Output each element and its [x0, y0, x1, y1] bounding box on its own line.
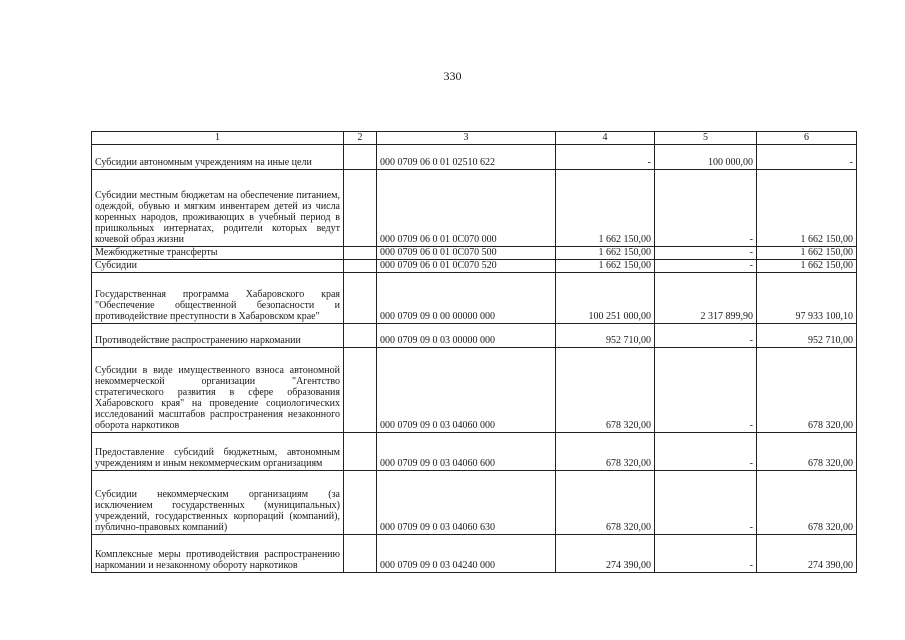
- table-row: [92, 170, 857, 247]
- table-row: [92, 433, 857, 471]
- row-value-col6-cell: 678 320,00: [757, 471, 857, 535]
- row-code-cell: 000 0709 06 0 01 0С070 500: [377, 247, 556, 260]
- row-name-cell: Субсидии некоммерческим организациям (за исключением государственных (муниципальных) учреждений, государственных корпораций (компаний), публично-правовых компаний): [92, 471, 344, 535]
- row-value-col6-cell: 952 710,00: [757, 324, 857, 348]
- row-value-col6-cell: 678 320,00: [757, 348, 857, 433]
- column-header-1: 1: [92, 132, 344, 145]
- row-col2-cell: [344, 535, 377, 573]
- row-col2-cell: [344, 433, 377, 471]
- row-name-cell: Комплексные меры противодействия распространению наркомании и незаконному обороту наркотиков: [92, 535, 344, 573]
- row-name-cell: Субсидии местным бюджетам на обеспечение питанием, одеждой, обувью и мягким инвентарем детей из числа коренных народов, проживающих в учебный период в пришкольных интернатах, родители которых ведут кочевой образ жизни: [92, 170, 344, 247]
- row-col2-cell: [344, 273, 377, 324]
- row-value-col6-cell: 678 320,00: [757, 433, 857, 471]
- row-name-cell: Предоставление субсидий бюджетным, автономным учреждениям и иным некоммерческим организациям: [92, 433, 344, 471]
- row-value-col4-cell: 678 320,00: [556, 348, 655, 433]
- table-row: [92, 247, 857, 260]
- table-row: [92, 273, 857, 324]
- row-value-col5-cell: -: [655, 471, 757, 535]
- row-value-col5-cell: 2 317 899,90: [655, 273, 757, 324]
- row-name-cell: Субсидии: [92, 260, 344, 273]
- header-row: [92, 132, 857, 145]
- row-name-cell: Субсидии в виде имущественного взноса автономной некоммерческой организации "Агентство стратегического развития в сфере образования Хабаровского края" на проведение социологических исследований масштабов распространения незаконного оборота наркотиков: [92, 348, 344, 433]
- row-value-col6-cell: 1 662 150,00: [757, 247, 857, 260]
- row-col2-cell: [344, 145, 377, 170]
- row-code-cell: 000 0709 09 0 03 00000 000: [377, 324, 556, 348]
- table-row: [92, 145, 857, 170]
- row-value-col6-cell: -: [757, 145, 857, 170]
- row-value-col5-cell: -: [655, 348, 757, 433]
- row-code-cell: 000 0709 09 0 03 04060 000: [377, 348, 556, 433]
- row-col2-cell: [344, 348, 377, 433]
- row-name-cell: Противодействие распространению наркомании: [92, 324, 344, 348]
- page-number: 330: [443, 69, 462, 83]
- column-header-2: 2: [344, 132, 377, 145]
- row-code-cell: 000 0709 06 0 01 02510 622: [377, 145, 556, 170]
- row-value-col4-cell: 952 710,00: [556, 324, 655, 348]
- row-col2-cell: [344, 247, 377, 260]
- row-col2-cell: [344, 260, 377, 273]
- row-code-cell: 000 0709 09 0 03 04060 630: [377, 471, 556, 535]
- row-code-cell: 000 0709 09 0 03 04060 600: [377, 433, 556, 471]
- row-code-cell: 000 0709 06 0 01 0С070 000: [377, 170, 556, 247]
- table-row: [92, 260, 857, 273]
- row-name-cell: Межбюджетные трансферты: [92, 247, 344, 260]
- row-value-col5-cell: -: [655, 535, 757, 573]
- row-value-col5-cell: -: [655, 247, 757, 260]
- row-name-cell: Субсидии автономным учреждениям на иные цели: [92, 145, 344, 170]
- row-col2-cell: [344, 170, 377, 247]
- row-name-cell: Государственная программа Хабаровского края "Обеспечение общественной безопасности и противодействие преступности в Хабаровском крае": [92, 273, 344, 324]
- row-value-col5-cell: -: [655, 170, 757, 247]
- row-value-col4-cell: 1 662 150,00: [556, 170, 655, 247]
- row-value-col6-cell: 274 390,00: [757, 535, 857, 573]
- table-body: [92, 145, 857, 573]
- row-value-col6-cell: 97 933 100,10: [757, 273, 857, 324]
- row-code-cell: 000 0709 06 0 01 0С070 520: [377, 260, 556, 273]
- row-value-col4-cell: 1 662 150,00: [556, 260, 655, 273]
- row-value-col4-cell: 678 320,00: [556, 433, 655, 471]
- row-value-col5-cell: -: [655, 433, 757, 471]
- budget-table: [91, 131, 857, 573]
- row-value-col5-cell: 100 000,00: [655, 145, 757, 170]
- row-value-col4-cell: 100 251 000,00: [556, 273, 655, 324]
- row-value-col4-cell: 274 390,00: [556, 535, 655, 573]
- column-header-3: 3: [377, 132, 556, 145]
- table-row: [92, 471, 857, 535]
- column-header-4: 4: [556, 132, 655, 145]
- row-value-col5-cell: -: [655, 324, 757, 348]
- row-value-col4-cell: -: [556, 145, 655, 170]
- row-value-col6-cell: 1 662 150,00: [757, 260, 857, 273]
- row-col2-cell: [344, 324, 377, 348]
- column-header-5: 5: [655, 132, 757, 145]
- row-code-cell: 000 0709 09 0 03 04240 000: [377, 535, 556, 573]
- row-value-col4-cell: 1 662 150,00: [556, 247, 655, 260]
- row-value-col5-cell: -: [655, 260, 757, 273]
- table-row: [92, 348, 857, 433]
- row-col2-cell: [344, 471, 377, 535]
- row-value-col6-cell: 1 662 150,00: [757, 170, 857, 247]
- row-code-cell: 000 0709 09 0 00 00000 000: [377, 273, 556, 324]
- column-header-6: 6: [757, 132, 857, 145]
- table-row: [92, 324, 857, 348]
- table-row: [92, 535, 857, 573]
- row-value-col4-cell: 678 320,00: [556, 471, 655, 535]
